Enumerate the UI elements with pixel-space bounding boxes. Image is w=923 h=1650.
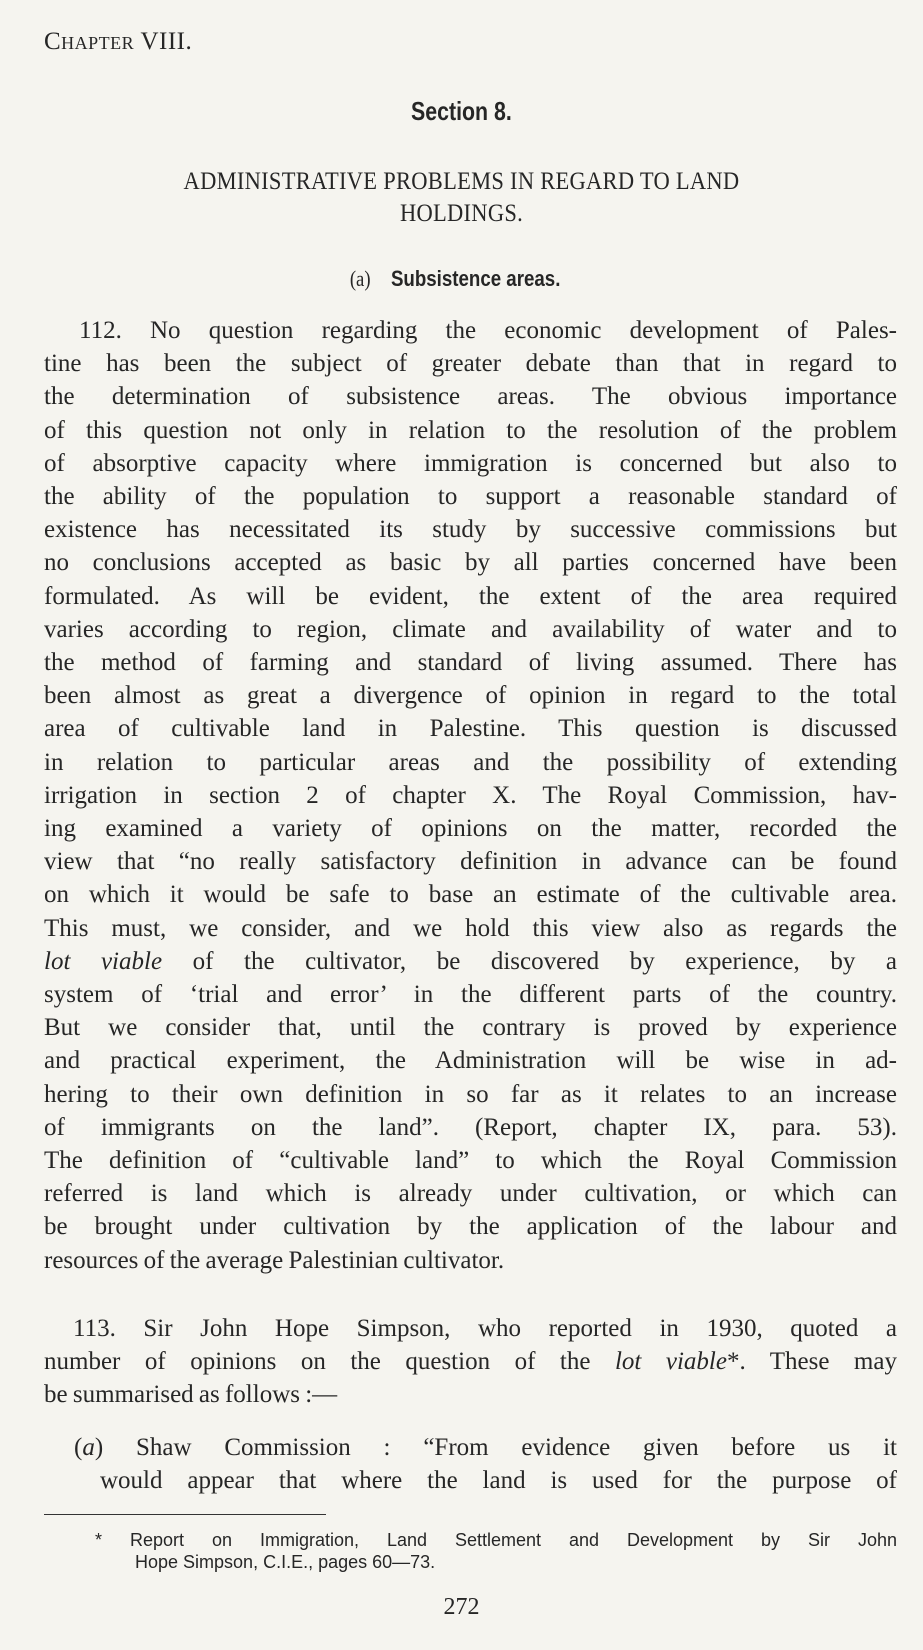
text-segment: ( (74, 1434, 83, 1461)
italic-text: lot viable (614, 1348, 727, 1375)
text-line (44, 1244, 897, 1277)
footnote-divider (44, 1514, 326, 1515)
text-segment: 113. Sir John Hope Simpson, who reported in 1930, quoted a (73, 1315, 897, 1342)
text-segment: 112. No question regarding the economic development of Pales- (79, 317, 897, 344)
text-segment: irrigation in section 2 of chapter X. The Royal Commission, hav- (44, 781, 897, 809)
page-number: 272 (443, 1594, 480, 1620)
text-line (44, 1177, 897, 1210)
text-segment: of this question not only in relation to the resolution of the problem (44, 416, 897, 444)
text-line (44, 945, 897, 978)
text-segment: The definition of “cultivable land” to which the Royal Commission (44, 1147, 897, 1174)
text-line (44, 513, 897, 546)
text-segment: hering to their own definition in so far as it relates to an increase (44, 1080, 897, 1108)
text-segment: view that “no really satisfactory definition in advance can be found (44, 848, 897, 876)
italic-text: a (82, 1434, 95, 1461)
text-segment: area of cultivable land in Palestine. This question is discussed (44, 715, 897, 743)
text-line (44, 746, 897, 779)
italic-text: lot viable (44, 947, 163, 975)
text-segment: the ability of the population to support a reasonable standard of (44, 483, 897, 510)
section-title-line-2: HOLDINGS. (399, 200, 524, 227)
text-line (44, 1011, 897, 1044)
text-segment: the method of farming and standard of living assumed. There has (44, 649, 897, 676)
text-line (73, 1312, 897, 1345)
text-line (44, 1144, 897, 1177)
text-line (44, 878, 897, 911)
text-segment: of the cultivator, be discovered by experience, by a (162, 947, 897, 975)
text-line (44, 812, 897, 845)
text-segment: been almost as great a divergence of opinion in regard to the total (44, 682, 897, 710)
section-label: Section 8. (411, 96, 512, 126)
text-line (95, 1529, 897, 1551)
subheading-prefix: (a) (349, 266, 371, 291)
text-segment: be brought under cultivation by the application of the labour and (44, 1213, 897, 1241)
text-line (44, 480, 897, 513)
text-line (44, 414, 897, 447)
text-line (44, 978, 897, 1011)
section-heading (0, 96, 923, 127)
text-segment: * Report on Immigration, Land Settlement and Development by Sir John (95, 1530, 897, 1550)
text-line (44, 613, 897, 646)
text-line (100, 1464, 897, 1497)
text-line (44, 712, 897, 745)
text-line (44, 1044, 897, 1077)
text-segment: on which it would be safe to base an estimate of the cultivable area. (44, 881, 897, 909)
text-segment: This must, we consider, and we hold this view also as regards the (44, 914, 897, 942)
text-line (79, 314, 897, 347)
text-segment: Hope Simpson, C.I.E., pages 60—73. (135, 1552, 436, 1572)
text-line (44, 779, 897, 812)
text-segment: the determination of subsistence areas. The obvious importance (44, 383, 897, 411)
text-segment: existence has necessitated its study by successive commissions but (44, 516, 897, 544)
text-line (44, 347, 897, 380)
text-line (44, 646, 897, 679)
text-segment: ing examined a variety of opinions on the matter, recorded the (44, 815, 897, 842)
text-segment: and practical experiment, the Administration will be wise in ad- (44, 1047, 897, 1075)
text-segment: system of ‘trial and error’ in the different parts of the country. (44, 981, 897, 1008)
text-line (44, 447, 897, 480)
text-line (44, 679, 897, 712)
text-segment: resources of the average Palestinian cultivator. (44, 1246, 505, 1274)
chapter-heading: Chapter VIII. (44, 28, 193, 55)
text-segment: in relation to particular areas and the possibility of extending (44, 748, 897, 776)
text-segment: varies according to region, climate and availability of water and to (44, 615, 897, 643)
text-line (44, 380, 897, 413)
text-line (44, 580, 897, 613)
text-segment: number of opinions on the question of the (44, 1348, 615, 1375)
text-segment: no conclusions accepted as basic by all parties concerned have been (44, 549, 897, 577)
text-segment: formulated. As will be evident, the extent of the area required (44, 582, 897, 610)
text-segment: tine has been the subject of greater debate than that in regard to (44, 350, 897, 378)
text-line (44, 912, 897, 945)
subheading-label: Subsistence areas. (390, 266, 561, 291)
text-line (44, 1111, 897, 1144)
text-segment: ) Shaw Commission : “From evidence given before us it (94, 1434, 897, 1461)
text-line (74, 1431, 897, 1464)
text-line (44, 845, 897, 878)
text-line (44, 1378, 897, 1411)
text-segment: would appear that where the land is used for the purpose of (100, 1467, 897, 1494)
text-segment: of immigrants on the land”. (Report, chapter IX, para. 53). (44, 1113, 897, 1141)
subheading (0, 266, 923, 292)
text-segment: be summarised as follows :— (44, 1381, 338, 1408)
text-line (44, 546, 897, 579)
text-segment: But we consider that, until the contrary is proved by experience (44, 1014, 897, 1042)
text-line (135, 1551, 897, 1573)
text-segment: *. These may (726, 1348, 897, 1375)
section-title-line-1: ADMINISTRATIVE PROBLEMS IN REGARD TO LAND (183, 168, 740, 195)
text-line (44, 1210, 897, 1243)
text-line (44, 1345, 897, 1378)
text-segment: referred is land which is already under cultivation, or which can (44, 1180, 897, 1208)
text-line (44, 1078, 897, 1111)
text-segment: of absorptive capacity where immigration is concerned but also to (44, 449, 897, 477)
